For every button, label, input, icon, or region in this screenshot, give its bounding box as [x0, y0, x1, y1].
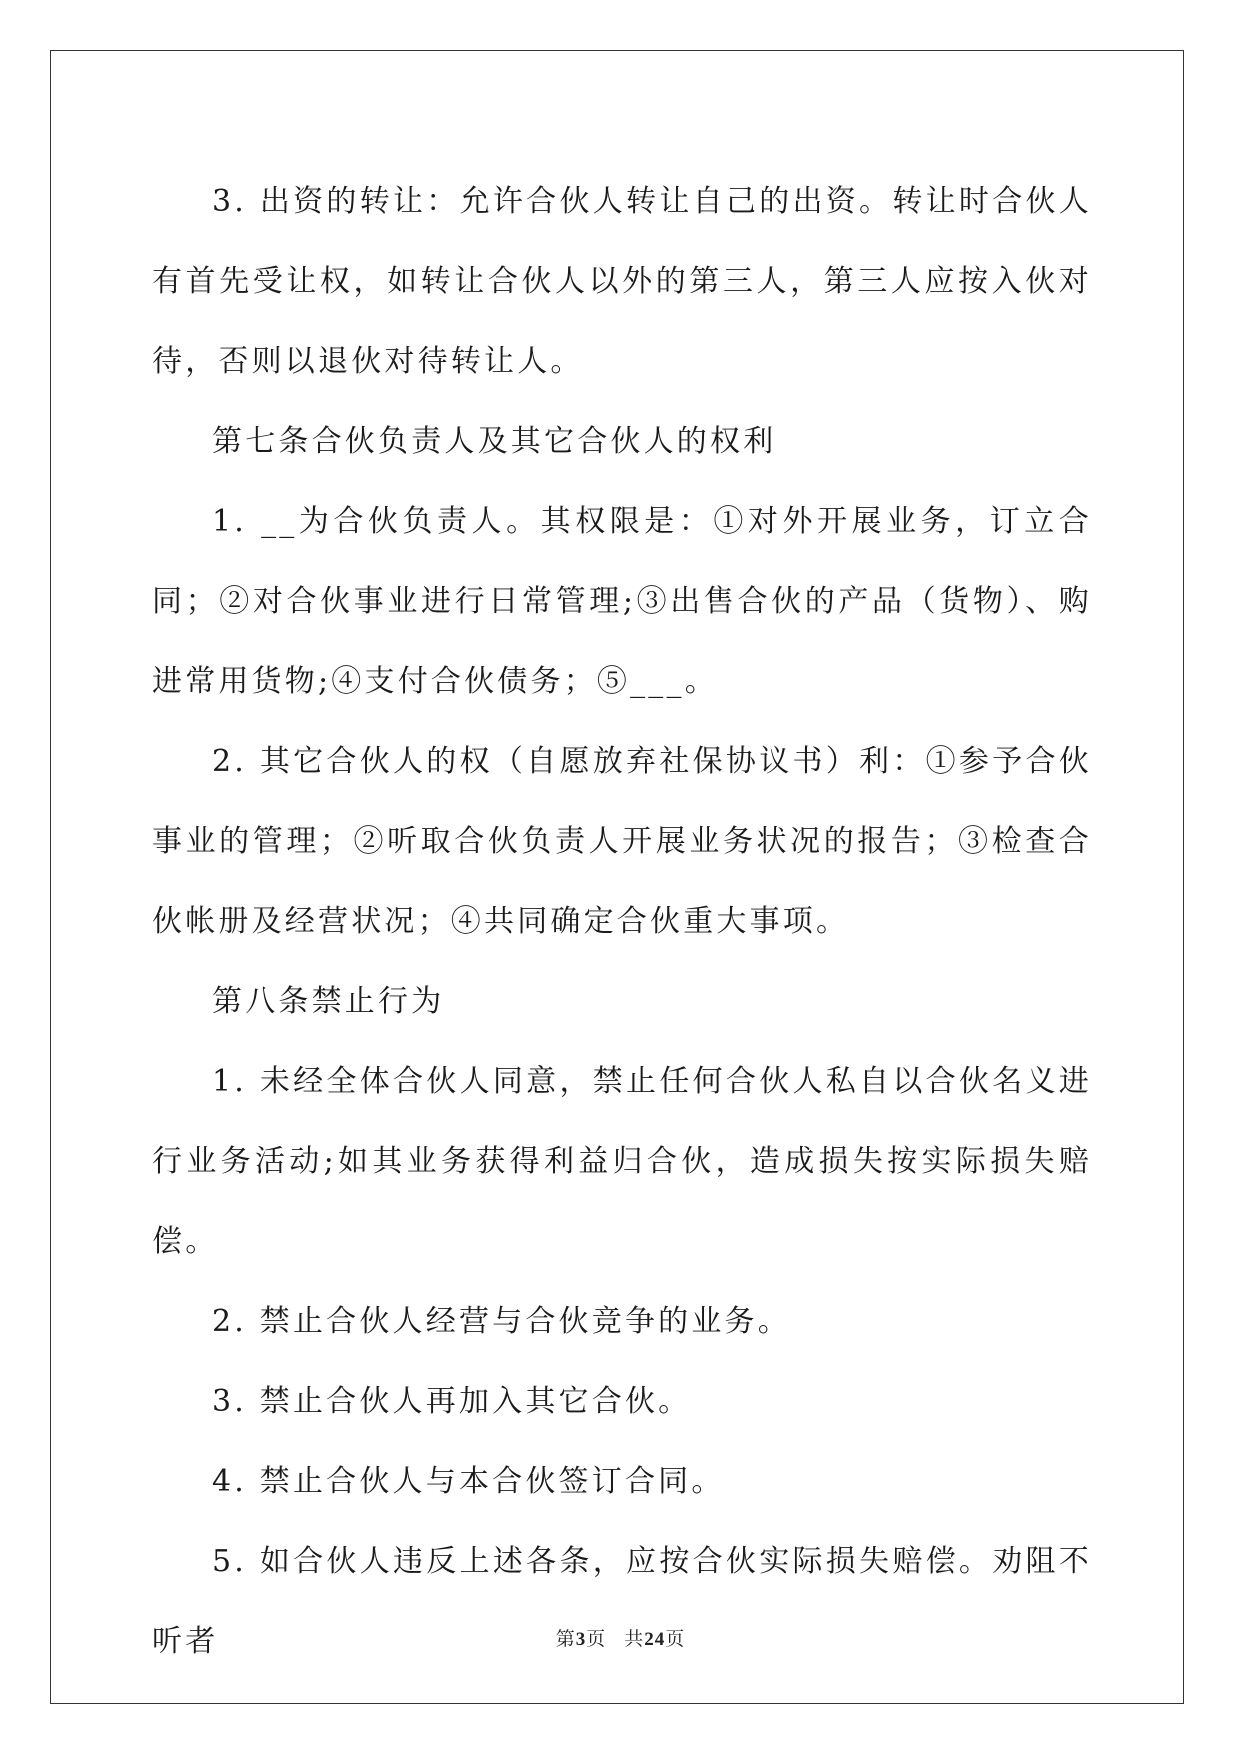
section-heading-article-7: 第七条合伙负责人及其它合伙人的权利 [212, 424, 777, 459]
paragraph-other-partners-rights: 2. 其它合伙人的权（自愿放弃社保协议书）利：①参予合伙事业的管理；②听取合伙负责人开展业务状况的报告；③检查合伙帐册及经营状况；④共同确定合伙重大事项。 [152, 744, 1092, 939]
paragraph-prohibition-5: 5. 如合伙人违反上述各条，应按合伙实际损失赔偿。劝阻不听者 [152, 1544, 1092, 1659]
footer-total-unit: 页 [665, 1629, 686, 1650]
paragraph-prohibition-3: 3. 禁止合伙人再加入其它合伙。 [212, 1384, 692, 1419]
section-heading-article-8: 第八条禁止行为 [212, 984, 445, 1019]
document-body [152, 162, 1092, 1682]
current-page-number: 3 [575, 1629, 587, 1650]
paragraph-transfer-of-capital: 3. 出资的转让：允许合伙人转让自己的出资。转让时合伙人有首先受让权，如转让合伙人以外的第三人，第三人应按入伙对待，否则以退伙对待转让人。 [152, 184, 1092, 379]
footer-prefix: 第 [555, 1629, 576, 1650]
page-footer [0, 1624, 1241, 1651]
paragraph-partner-in-charge: 1. __为合伙负责人。其权限是：①对外开展业务，订立合同；②对合伙事业进行日常管理;③出售合伙的产品（货物）、购进常用货物;④支付合伙债务；⑤___。 [152, 504, 1092, 699]
total-pages-number: 24 [644, 1629, 666, 1650]
paragraph-prohibition-2: 2. 禁止合伙人经营与合伙竞争的业务。 [212, 1304, 791, 1339]
paragraph-prohibition-1: 1. 未经全体合伙人同意，禁止任何合伙人私自以合伙名义进行业务活动;如其业务获得利益归合伙，造成损失按实际损失赔偿。 [152, 1064, 1092, 1259]
footer-total-prefix: 共 [624, 1629, 645, 1650]
footer-page-unit: 页 [586, 1629, 607, 1650]
paragraph-prohibition-4: 4. 禁止合伙人与本合伙签订合同。 [212, 1464, 725, 1499]
